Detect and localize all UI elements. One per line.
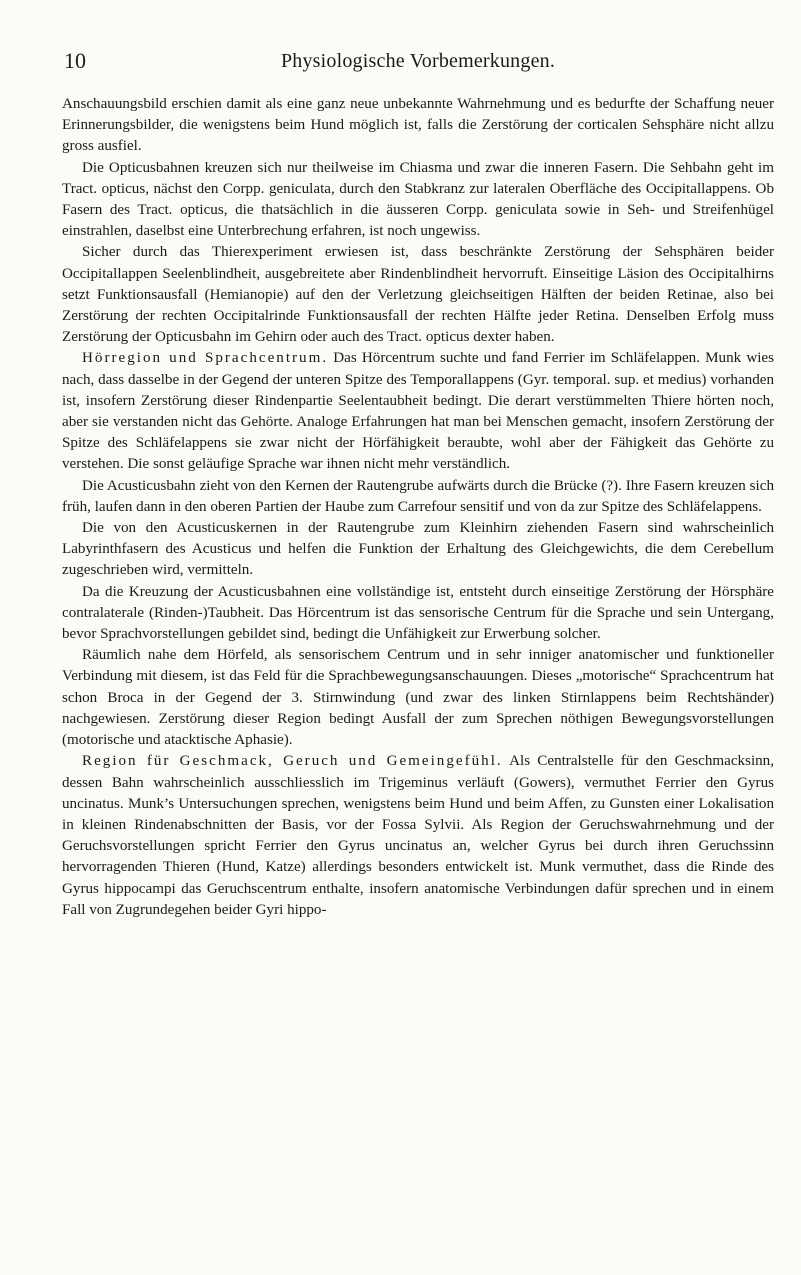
paragraph-8 — [62, 645, 774, 751]
paragraph-5-text: Die Acusticusbahn zieht von den Kernen der Rautengrube aufwärts durch die Brücke (?). Ihre Fasern kreuzen sich früh, laufen dann in den oberen Partien der Haube zum Carrefour sensitif und von da zur Spitze des Schläfelappens. — [62, 477, 774, 515]
paragraph-6 — [62, 518, 774, 582]
paragraph-4 — [62, 348, 774, 475]
paragraph-9 — [62, 751, 774, 921]
paragraph-6-text: Die von den Acusticuskernen in der Rautengrube zum Kleinhirn ziehenden Fasern sind wahrscheinlich Labyrinthfasern des Acusticus und helfen die Funktion der Erhaltung des Gleichgewichts, die dem Cerebellum zugeschrieben wird, vermitteln. — [62, 520, 774, 579]
paragraph-7-text: Da die Kreuzung der Acusticusbahnen eine vollständige ist, entsteht durch einseitige Zerstörung der Hörsphäre contralaterale (Rinden-)Taubheit. Das Hörcentrum ist das sensorische Centrum für die Sprache und sein Untergang, bevor Sprachvorstellungen gebildet sind, bedingt die Unfähigkeit zur Erwerbung solcher. — [62, 583, 774, 643]
paragraph-3-text: Sicher durch das Thierexperiment erwiesen ist, dass beschränkte Zerstörung der Sehsphären beider Occipitallappen Seelenblindheit, ausgebreitete aber Rindenblindheit hervorruft. Einseitige Läsion des Occipitalhirns setzt Funktionsausfall (Hemianopie) auf den der Verletzung gleichseitigen Hälften der beiden Retinae, also bei Zerstörung der rechten Occipitalrinde Funktionsausfall der rechten Hälfte jeder Retina. Denselben Erfolg muss Zerstörung der Opticusbahn im Gehirn oder auch des Tract. opticus dexter haben. — [62, 244, 774, 346]
section-heading-hoerregion: Hörregion und Sprachcentrum. — [82, 350, 329, 367]
paragraph-5 — [62, 476, 774, 518]
paragraph-1-text: Anschauungsbild erschien damit als eine ganz neue unbekannte Wahrnehmung und es bedurfte der Schaffung neuer Erinnerungsbilder, die wenigstens beim Hund möglich ist, falls die Zerstörung der corticalen Sehsphäre nicht allzu gross ausfiel. — [62, 96, 774, 155]
page-header — [62, 44, 774, 78]
page-number: 10 — [64, 48, 86, 73]
section-heading-geschmack: Region für Geschmack, Geruch und Gemeingefühl. — [82, 753, 503, 770]
paragraph-9-text: Als Centralstelle für den Geschmacksinn, dessen Bahn wahrscheinlich ausschliesslich im Trigeminus verläuft (Gowers), vermuthet Ferrier den Gyrus uncinatus. Munk’s Untersuchungen sprechen, wenigstens beim Hund und beim Affen, zu Gunsten einer Lokalisation in kleinen Rindenabschnitten der Basis, vor der Fossa Sylvii. Als Region der Geruchswahrnehmung und der Geruchsvorstellungen spricht Ferrier den Gyrus uncinatus an, welcher Gyrus bei durch ihren Geruchssinn hervorragenden Thieren (Hund, Katze) allerdings besonders entwickelt ist. Munk vermuthet, dass die Rinde des Gyrus hippocampi das Geruchscentrum enthalte, insofern anatomische Verbindungen dafür sprechen und in einem Fall von Zugrundegehen beider Gyri hippo- — [62, 753, 775, 918]
paragraph-2-text: Die Opticusbahnen kreuzen sich nur theilweise im Chiasma und zwar die inneren Fasern. Die Sehbahn geht im Tract. opticus, nächst den Corpp. geniculata, durch den Stabkranz zur lateralen Oberfläche des Occipitallappens. Ob Fasern des Tract. opticus, die thatsächlich in die äusseren Corpp. geniculata sowie in Seh- und Streifenhügel einstrahlen, daselbst eine Unterbrechung erfahren, ist noch ungewiss. — [62, 159, 774, 240]
book-page — [62, 44, 774, 1244]
paragraph-3 — [62, 242, 774, 348]
paragraph-1 — [62, 94, 774, 158]
paragraph-2 — [62, 158, 774, 243]
running-title: Physiologische Vorbemerkungen. — [280, 50, 556, 72]
paragraph-4-text: Das Hörcentrum suchte und fand Ferrier im Schläfelappen. Munk wies nach, dass dasselbe in der Gegend der unteren Spitze des Temporallappens (Gyr. temporal. sup. et medius) vorhanden ist, insofern Zerstörung dieser Rindenpartie Seelentaubheit bedingt. Die derart verstümmelten Thiere hörten noch, aber sie verstanden nicht das Gehörte. Analoge Erfahrungen hat man bei Menschen gemacht, insofern Zerstörung der Spitze des Schläfelappens sie zwar nicht der Hörfähigkeit beraubte, wohl aber der Fähigkeit das Gehörte zu verstehen. Die sonst geläufige Sprache war ihnen nicht mehr verständlich. — [62, 350, 774, 473]
body-text — [62, 94, 774, 921]
paragraph-7 — [62, 582, 774, 646]
paragraph-8-text: Räumlich nahe dem Hörfeld, als sensorischem Centrum und in sehr inniger anatomischer und funktioneller Verbindung mit diesem, ist das Feld für die Sprachbewegungsanschauungen. Dieses „motorische“ Sprachcentrum hat schon Broca in der Gegend der 3. Stirnwindung (und zwar des linken Stirnlappens beim Rechtshänder) nachgewiesen. Zerstörung dieser Region bedingt Ausfall der zum Sprechen nöthigen Bewegungsvorstellungen (motorische und atacktische Aphasie). — [62, 647, 774, 749]
